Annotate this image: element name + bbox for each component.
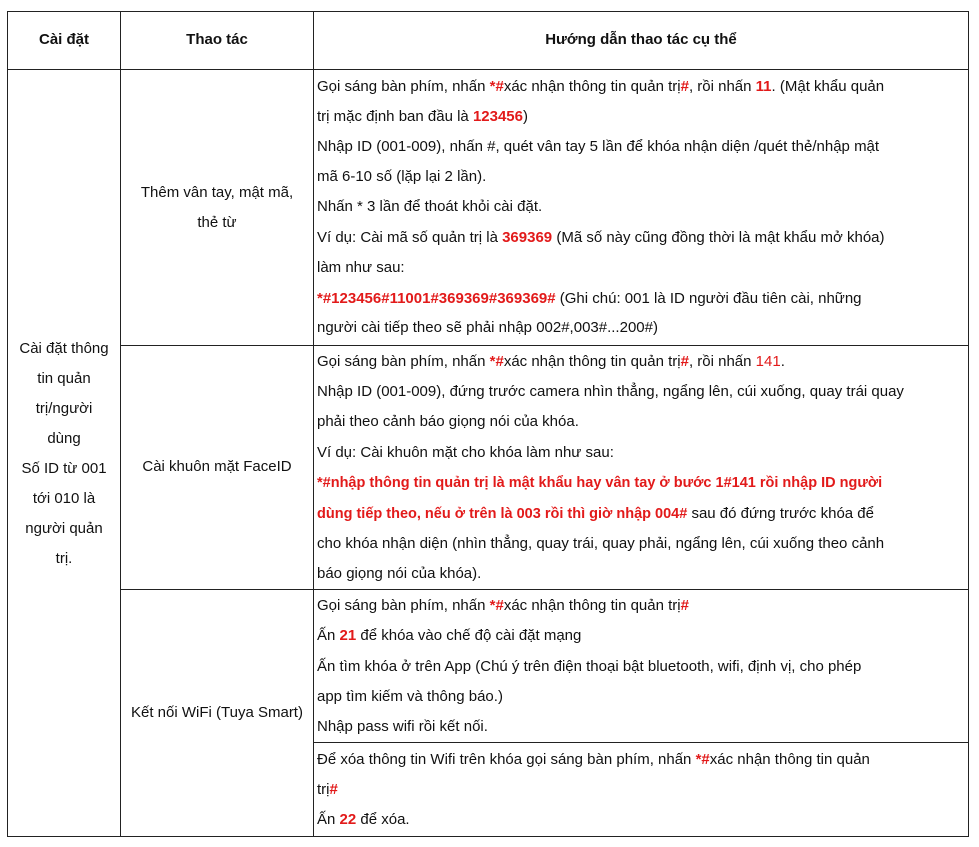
instruction-line: phải theo cảnh báo giọng nói của khóa. — [317, 413, 579, 430]
setting-line: Số ID từ 001 — [21, 460, 107, 477]
instruction-line: trị# — [317, 781, 338, 798]
instruction-line: Để xóa thông tin Wifi trên khóa gọi sáng bàn phím, nhấn *#xác nhận thông tin quản — [317, 751, 870, 768]
divider-row3-sub — [313, 742, 969, 743]
setting-line: tin quản — [37, 370, 91, 387]
instruction-line: Nhập ID (001-009), nhấn #, quét vân tay 5 lần để khóa nhận diện /quét thẻ/nhập mật — [317, 138, 880, 155]
instruction-line: Nhập ID (001-009), đứng trước camera nhìn thẳng, ngẩng lên, cúi xuống, quay trái quay — [317, 383, 904, 400]
instruction-line: Ví dụ: Cài khuôn mặt cho khóa làm như sau: — [317, 444, 614, 461]
divider-row1 — [120, 345, 969, 346]
instruction-line: Gọi sáng bàn phím, nhấn *#xác nhận thông tin quản trị#, rồi nhấn 11. (Mật khẩu quản — [317, 78, 885, 95]
instruction-line: trị mặc định ban đầu là 123456) — [317, 108, 528, 125]
instruction-line: Ấn 22 để xóa. — [317, 811, 410, 828]
instruction-line: Gọi sáng bàn phím, nhấn *#xác nhận thông tin quản trị#, rồi nhấn 141. — [317, 353, 785, 370]
setting-line: dùng — [47, 430, 81, 447]
instruction-line: app tìm kiếm và thông báo.) — [317, 688, 503, 705]
instruction-line: cho khóa nhận diện (nhìn thẳng, quay trái, quay phải, ngẩng lên, cúi xuống theo cảnh — [317, 535, 885, 552]
instruction-line: Gọi sáng bàn phím, nhấn *#xác nhận thông tin quản trị# — [317, 597, 689, 614]
action-wifi: Kết nối WiFi (Tuya Smart) — [131, 704, 303, 721]
instruction-line: dùng tiếp theo, nếu ở trên là 003 rồi thì giờ nhập 004# sau đó đứng trước khóa để — [317, 505, 874, 522]
instruction-line: báo giọng nói của khóa). — [317, 565, 482, 582]
instruction-line: Ấn tìm khóa ở trên App (Chú ý trên điện thoại bật bluetooth, wifi, định vị, cho phép — [317, 658, 862, 675]
header-instructions: Hướng dẫn thao tác cụ thể — [545, 31, 737, 48]
setting-line: tới 010 là — [32, 490, 96, 507]
instruction-line: làm như sau: — [317, 259, 405, 276]
instruction-line: mã 6-10 số (lặp lại 2 lần). — [317, 168, 487, 185]
border-bottom — [7, 836, 969, 837]
setting-line: trị. — [55, 550, 73, 567]
border-right — [968, 11, 969, 837]
divider-row2 — [120, 589, 969, 590]
action-faceid: Cài khuôn mặt FaceID — [142, 458, 292, 475]
header-setting: Cài đặt — [38, 31, 89, 48]
border-header-bottom — [7, 69, 969, 70]
instruction-line: Nhấn * 3 lần để thoát khỏi cài đặt. — [317, 198, 543, 215]
divider-col2 — [313, 11, 314, 837]
instruction-line: *#123456#11001#369369#369369# (Ghi chú: 001 là ID người đầu tiên cài, những — [317, 290, 862, 307]
header-action: Thao tác — [186, 31, 248, 48]
setting-line: người quản — [25, 520, 103, 537]
instruction-line: *#nhập thông tin quản trị là mật khẩu hay vân tay ở bước 1#141 rồi nhập ID người — [317, 475, 883, 491]
action-add-fingerprint: thẻ từ — [197, 214, 237, 231]
instruction-line: người cài tiếp theo sẽ phải nhập 002#,003#...200#) — [317, 319, 658, 336]
instruction-line: Ấn 21 để khóa vào chế độ cài đặt mạng — [317, 627, 582, 644]
border-top — [7, 11, 969, 12]
setting-line: trị/người — [35, 400, 93, 417]
instruction-line: Nhập pass wifi rồi kết nối. — [317, 718, 488, 735]
instruction-line: Ví dụ: Cài mã số quản trị là 369369 (Mã số này cũng đồng thời là mật khẩu mở khóa) — [317, 229, 885, 246]
setting-line: Cài đặt thông — [19, 340, 109, 357]
action-add-fingerprint: Thêm vân tay, mật mã, — [140, 184, 294, 201]
